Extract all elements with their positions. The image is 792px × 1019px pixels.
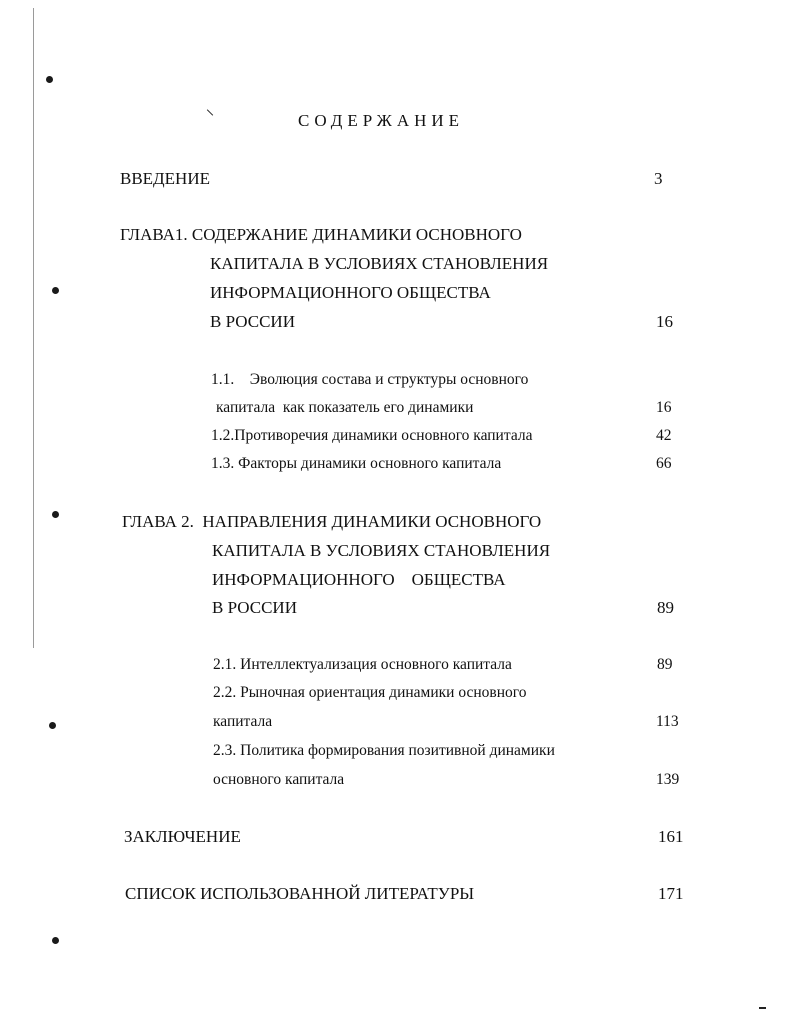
toc-ch2-line1: ГЛАВА 2. НАПРАВЛЕНИЯ ДИНАМИКИ ОСНОВНОГО	[122, 512, 542, 531]
toc-ch1-line1: ГЛАВА1. СОДЕРЖАНИЕ ДИНАМИКИ ОСНОВНОГО	[120, 225, 522, 244]
toc-ch2-line4: В РОССИИ	[212, 598, 297, 617]
toc-s2-2-line1: 2.2. Рыночная ориентация динамики основного	[213, 684, 527, 701]
toc-s1-2-page: 42	[656, 427, 672, 444]
toc-intro-label: ВВЕДЕНИЕ	[120, 169, 210, 188]
punch-hole-mark	[52, 287, 59, 294]
punch-hole-mark	[52, 937, 59, 944]
toc-ch2-line2: КАПИТАЛА В УСЛОВИЯХ СТАНОВЛЕНИЯ	[212, 541, 551, 560]
punch-hole-mark	[49, 722, 56, 729]
scan-speck	[759, 1007, 766, 1009]
scan-margin-line	[33, 8, 34, 648]
toc-s1-1-page: 16	[656, 399, 672, 416]
toc-s1-1-line2: капитала как показатель его динамики	[216, 399, 474, 416]
page-title: СОДЕРЖАНИЕ	[298, 111, 465, 130]
toc-references-page: 171	[658, 884, 684, 903]
toc-s2-3-line1: 2.3. Политика формирования позитивной динамики	[213, 742, 555, 759]
toc-s2-2-page: 113	[656, 713, 679, 730]
toc-conclusion-page: 161	[658, 827, 684, 846]
scan-speck	[207, 109, 213, 115]
toc-s1-3-line1: 1.3. Факторы динамики основного капитала	[211, 455, 502, 472]
toc-s2-1-page: 89	[657, 656, 673, 673]
toc-s2-2-line2: капитала	[213, 713, 273, 730]
toc-conclusion-label: ЗАКЛЮЧЕНИЕ	[124, 827, 241, 846]
toc-s1-1-line1: 1.1. Эволюция состава и структуры основного	[211, 371, 529, 388]
toc-s1-2-line1: 1.2.Противоречия динамики основного капитала	[211, 427, 533, 444]
punch-hole-mark	[52, 511, 59, 518]
punch-hole-mark	[46, 76, 53, 83]
toc-references-label: СПИСОК ИСПОЛЬЗОВАННОЙ ЛИТЕРАТУРЫ	[125, 884, 475, 903]
toc-ch1-line3: ИНФОРМАЦИОННОГО ОБЩЕСТВА	[210, 283, 491, 302]
toc-ch2-line3: ИНФОРМАЦИОННОГО ОБЩЕСТВА	[212, 570, 506, 589]
toc-ch1-page: 16	[656, 312, 673, 331]
toc-ch2-page: 89	[657, 598, 674, 617]
toc-s1-3-page: 66	[656, 455, 672, 472]
toc-s2-3-page: 139	[656, 771, 680, 788]
toc-intro-page: 3	[654, 169, 663, 188]
toc-s2-3-line2: основного капитала	[213, 771, 345, 788]
toc-s2-1-line1: 2.1. Интеллектуализация основного капитала	[213, 656, 512, 673]
toc-ch1-line4: В РОССИИ	[210, 312, 295, 331]
toc-ch1-line2: КАПИТАЛА В УСЛОВИЯХ СТАНОВЛЕНИЯ	[210, 254, 549, 273]
